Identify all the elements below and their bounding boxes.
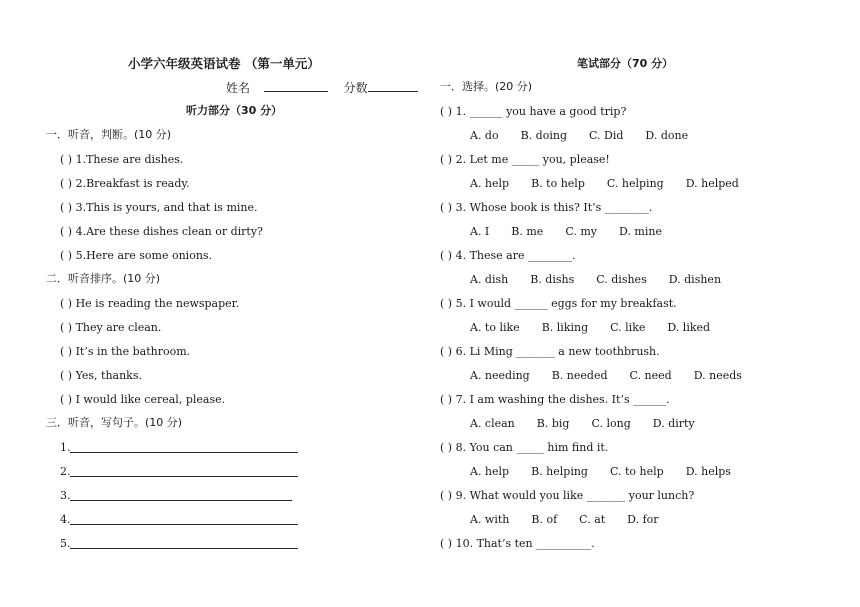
option[interactable]: B. helping [531, 465, 588, 478]
ordering-item: ( ) They are clean. [60, 321, 162, 334]
option[interactable]: C. Did [589, 129, 624, 142]
writing-line[interactable] [70, 500, 292, 501]
answer-options [470, 321, 732, 335]
question: ( ) 9. What would you like _______ your lunch? [440, 489, 695, 502]
listening-item: ( ) 2.Breakfast is ready. [60, 177, 190, 190]
listening-item: ( ) 5.Here are some onions. [60, 249, 213, 262]
page-title: 小学六年级英语试卷 （第一单元） [128, 56, 320, 71]
question: ( ) 1. ______ you have a good trip? [440, 105, 627, 118]
option[interactable]: A. help [470, 465, 510, 478]
option[interactable]: D. helped [685, 177, 739, 190]
question: ( ) 8. You can _____ him find it. [440, 441, 609, 454]
answer-options [470, 369, 764, 383]
option[interactable]: C. dishes [596, 273, 647, 286]
option[interactable]: C. long [591, 417, 631, 430]
option[interactable]: A. clean [470, 417, 515, 430]
option[interactable]: B. liking [541, 321, 589, 334]
option[interactable]: D. for [627, 513, 659, 526]
answer-options [470, 129, 710, 143]
listening-item: ( ) 1.These are dishes. [60, 153, 184, 166]
listening-part1-heading: 一．听音，判断。(10 分) [46, 128, 172, 141]
option[interactable]: B. to help [531, 177, 585, 190]
name-field [226, 80, 418, 95]
option[interactable]: A. dish [470, 273, 509, 286]
option[interactable]: D. liked [667, 321, 711, 334]
option[interactable]: D. helps [685, 465, 731, 478]
option[interactable]: C. at [579, 513, 606, 526]
option[interactable]: A. needing [470, 369, 530, 382]
option[interactable]: D. dishen [668, 273, 722, 286]
question: ( ) 10. That’s ten __________. [440, 537, 595, 550]
option[interactable]: C. my [565, 225, 597, 238]
answer-options [470, 225, 684, 239]
listening-part3-heading: 三．听音，写句子。(10 分) [46, 416, 183, 429]
question: ( ) 6. Li Ming _______ a new toothbrush. [440, 345, 660, 358]
writing-line-number: 3. [60, 489, 71, 502]
option[interactable]: C. need [629, 369, 672, 382]
option[interactable]: B. needed [551, 369, 608, 382]
ordering-item: ( ) It’s in the bathroom. [60, 345, 191, 358]
writing-line[interactable] [70, 524, 298, 525]
question: ( ) 4. These are ________. [440, 249, 576, 262]
answer-options [470, 417, 717, 431]
option[interactable]: A. I [470, 225, 490, 238]
listening-item: ( ) 3.This is yours, and that is mine. [60, 201, 258, 214]
writing-line-number: 5. [60, 537, 71, 550]
question: ( ) 7. I am washing the dishes. It’s ______. [440, 393, 670, 406]
score-label: 分数 [343, 81, 368, 95]
option[interactable]: C. to help [609, 465, 664, 478]
option[interactable]: B. me [511, 225, 544, 238]
question: ( ) 3. Whose book is this? It’s ________. [440, 201, 653, 214]
name-blank[interactable] [264, 80, 328, 92]
option[interactable]: D. mine [619, 225, 662, 238]
option[interactable]: C. helping [606, 177, 664, 190]
answer-options [470, 273, 743, 287]
option[interactable]: B. of [531, 513, 558, 526]
written-section-title: 笔试部分（70 分） [577, 57, 674, 70]
listening-item: ( ) 4.Are these dishes clean or dirty? [60, 225, 263, 238]
answer-options [470, 177, 761, 191]
option[interactable]: A. do [470, 129, 499, 142]
option[interactable]: D. needs [693, 369, 742, 382]
option[interactable]: A. with [470, 513, 510, 526]
writing-line[interactable] [70, 476, 298, 477]
answer-options [470, 513, 681, 527]
listening-part2-heading: 二．听音排序。(10 分) [46, 272, 161, 285]
writing-line-number: 4. [60, 513, 71, 526]
option[interactable]: A. to like [470, 321, 520, 334]
option[interactable]: C. like [610, 321, 646, 334]
writing-line[interactable] [70, 548, 298, 549]
option[interactable]: B. doing [520, 129, 567, 142]
score-blank[interactable] [368, 80, 418, 92]
question: ( ) 2. Let me _____ you, please! [440, 153, 610, 166]
option[interactable]: A. help [470, 177, 510, 190]
writing-line-number: 2. [60, 465, 71, 478]
written-part1-heading: 一．选择。(20 分) [440, 80, 533, 93]
option[interactable]: D. dirty [652, 417, 695, 430]
question: ( ) 5. I would ______ eggs for my breakfast. [440, 297, 677, 310]
ordering-item: ( ) I would like cereal, please. [60, 393, 226, 406]
ordering-item: ( ) He is reading the newspaper. [60, 297, 240, 310]
name-label: 姓名 [226, 81, 251, 95]
option[interactable]: D. done [645, 129, 689, 142]
option[interactable]: B. dishs [530, 273, 575, 286]
writing-line[interactable] [70, 452, 298, 453]
writing-line-number: 1. [60, 441, 71, 454]
option[interactable]: B. big [536, 417, 570, 430]
answer-options [470, 465, 753, 479]
ordering-item: ( ) Yes, thanks. [60, 369, 142, 382]
listening-section-title: 听力部分（30 分） [186, 104, 283, 117]
